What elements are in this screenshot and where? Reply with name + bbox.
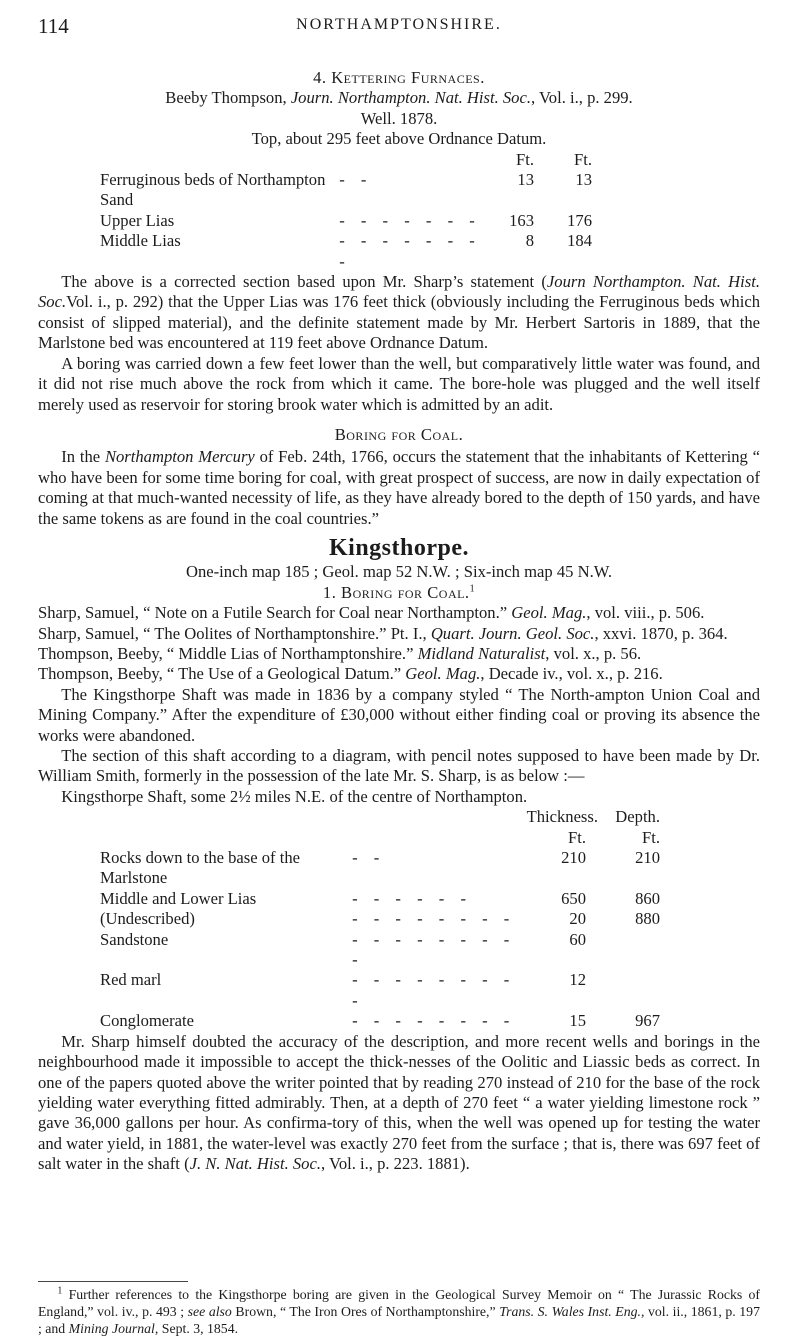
paragraph-northampton-mercury — [38, 447, 760, 529]
stratum-depth — [598, 970, 660, 1011]
stratum-label: Middle and Lower Lias — [100, 888, 257, 908]
column-unit-thickness: Ft. — [568, 827, 586, 847]
stratum-label: Upper Lias — [100, 210, 175, 230]
stratum-label: Middle Lias — [100, 231, 181, 251]
journal-title: J. N. Nat. Hist. Soc. — [189, 1154, 321, 1174]
shaft-location: Kingsthorpe Shaft, some 2½ miles N.E. of the centre of Northampton. — [61, 786, 528, 806]
table-row — [100, 909, 660, 929]
stratum-depth: 184 — [567, 231, 592, 251]
sub-heading-boring-for-coal — [38, 583, 760, 603]
leader-dots: - - - - - - - - — [339, 231, 481, 271]
footnote-marker: 1 — [469, 583, 476, 595]
paragraph-boring: A boring was carried down a few feet lower than the well, but comparatively little water was found, and it did not rise much above the rock from which it came. The bore-hole was plugged and the well itself merely used as reservoir for storing brook water which is admitted by an adit. — [38, 353, 760, 414]
reference-journal: Quart. Journ. Geol. Soc. — [430, 623, 595, 643]
section-heading-boring-for-coal: Boring for Coal. — [334, 424, 464, 444]
table-row — [100, 848, 660, 889]
table-row — [100, 211, 592, 231]
footnote-part: , Sept. 3, 1854. — [154, 1321, 239, 1336]
stratum-depth: 176 — [567, 210, 592, 230]
table-row — [100, 889, 660, 909]
stratum-depth: 880 — [635, 909, 660, 929]
stratum-label: Red marl — [100, 970, 162, 990]
stratum-label: Conglomerate — [100, 1011, 195, 1031]
table-header-row — [100, 807, 660, 827]
stratum-depth: 860 — [635, 888, 660, 908]
stratum-label: Rocks down to the base of the Marlstone — [100, 848, 301, 888]
running-title: NORTHAMPTONSHIRE. — [296, 16, 502, 33]
reference-text: Thompson, Beeby, “ Middle Lias of Northamptonshire.” — [38, 643, 418, 663]
reference-text: Sharp, Samuel, “ The Oolites of Northamptonshire.” Pt. I., — [38, 623, 431, 643]
reference-text: Sharp, Samuel, “ Note on a Futile Search for Coal near Northampton.” — [38, 603, 512, 623]
footnote-journal: Mining Journal — [68, 1321, 155, 1336]
stratum-thickness: 12 — [569, 970, 586, 990]
leader-dots: - - - - - - - — [339, 210, 481, 230]
column-unit-depth: Ft. — [574, 149, 592, 169]
footnote — [38, 1282, 760, 1337]
stratum-depth: 967 — [635, 1011, 660, 1031]
paragraph-kingsthorpe-shaft: The Kingsthorpe Shaft was made in 1836 by a company styled “ The North-ampton Union Coal and Mining Company.” After the expenditure of £30,000 without either finding coal or proving its absence the works were abandoned. — [38, 684, 760, 745]
kettering-reference — [38, 88, 760, 108]
paragraph-text: Vol. i., p. 292) that the Upper Lias was 176 feet thick (obviously including the Ferruginous beds which consist of slipped material), and the definite statement made by Mr. Herbert Sartoris in 1889, that the Marlstone bed was encountered at 119 feet above Ordnance Datum. — [38, 292, 760, 353]
stratum-depth — [598, 930, 660, 971]
leader-dots: - - — [339, 170, 373, 190]
kettering-well-section-table — [100, 150, 592, 272]
ref-tail: , Vol. i., p. 299. — [530, 88, 633, 108]
footnote-italic: see also — [187, 1304, 232, 1319]
reference-journal: Midland Naturalist — [417, 643, 546, 663]
reference-tail: , xxvi. 1870, p. 364. — [594, 623, 728, 643]
column-unit-thickness: Ft. — [516, 149, 534, 169]
stratum-thickness: 60 — [569, 929, 586, 949]
stratum-label: Ferruginous beds of Northampton Sand — [100, 170, 326, 210]
ref-author: Beeby Thompson, — [165, 88, 291, 108]
leader-dots: - - - - - - - - — [352, 1011, 516, 1031]
paragraph-text: of Feb. 24th, 1766, occurs the statement that the inhabitants of Kettering “ who have been for some time boring for coal, with great prospect of success, are now in daily expectation of coming at that much-wanted necessity of life, as they have already bored to the depth of 150 yards, and have the same tokens as are found in the coal countries.” — [38, 447, 760, 528]
footnote-part: Further references to the Kingsthorpe boring are given in the Geological Survey Memoir on “ The Jurassic Rocks of England,” vol. iv., p. 493 ; — [38, 1287, 761, 1319]
map-references: One-inch map 185 ; Geol. map 52 N.W. ; Six-inch map 45 N.W. — [186, 562, 612, 582]
journal-title: Journ Northampton. Nat. Hist. Soc. — [38, 272, 760, 312]
table-row — [100, 231, 592, 272]
section-heading-kettering-furnaces: 4. Kettering Furnaces. — [313, 68, 485, 87]
page-number: 114 — [38, 14, 69, 38]
leader-dots: - - - - - - — [352, 888, 472, 908]
table-row — [100, 1011, 660, 1031]
reference-journal: Geol. Mag. — [405, 664, 481, 684]
table-header-row — [100, 150, 592, 170]
reference-tail: , Decade iv., vol. x., p. 216. — [480, 664, 663, 684]
stratum-label: (Undescribed) — [100, 909, 195, 929]
paragraph-text: Mr. Sharp himself doubted the accuracy of the description, and more recent wells and borings in the neighbourhood made it impossible to accept the thick-nesses of the Oolitic and Liassic beds as correct. In one of the papers quoted above the writer pointed that by reading 270 instead of 210 for the base of the rock yielding water everything fitted admirably. Then, at a depth of 270 feet “ a water yielding limestone rock ” gave 36,000 gallons per hour. As confirma-tory of this, when the well was opened up for testing the water and water yield, in 1881, the water-level was exactly 270 feet from the surface ; that is, there was 697 feet of salt water in the shaft ( — [38, 1031, 760, 1174]
table-row — [100, 970, 660, 1011]
column-header-depth: Depth. — [615, 807, 660, 827]
leader-dots: - - - - - - - - — [352, 909, 516, 929]
paragraph-text: In the — [61, 447, 105, 467]
paragraph-sharp-doubt — [38, 1032, 760, 1175]
well-top-datum: Top, about 295 feet above Ordnance Datum. — [251, 129, 547, 149]
reference-entry — [38, 664, 760, 684]
table-row — [100, 930, 660, 971]
footnote-part: , vol. ii., 1861, p. 197 ; and — [38, 1304, 760, 1336]
table-row — [100, 170, 592, 211]
stratum-thickness: 8 — [525, 231, 534, 251]
reference-text: Thompson, Beeby, “ The Use of a Geological Datum.” — [38, 664, 406, 684]
stratum-depth: 13 — [575, 170, 592, 190]
well-date: Well. 1878. — [360, 108, 438, 128]
paragraph-corrected-section — [38, 272, 760, 354]
stratum-thickness: 15 — [569, 1011, 586, 1031]
stratum-thickness: 20 — [569, 909, 586, 929]
kingsthorpe-shaft-section-table — [100, 807, 660, 1031]
stratum-thickness: 650 — [561, 888, 586, 908]
paragraph-section-diagram: The section of this shaft according to a diagram, with pencil notes supposed to have been made by Dr. William Smith, formerly in the possession of the late Mr. S. Sharp, is as below :— — [38, 746, 760, 786]
sub-heading-text: 1. Boring for Coal. — [322, 582, 470, 602]
paragraph-text: , Vol. i., p. 223. 1881). — [320, 1154, 470, 1174]
place-heading-kingsthorpe: Kingsthorpe. — [328, 534, 469, 561]
column-unit-depth: Ft. — [642, 827, 660, 847]
stratum-depth: 210 — [635, 848, 660, 868]
running-header — [38, 14, 760, 44]
leader-dots: - - - - - - - - - — [352, 970, 516, 1010]
column-header-thickness: Thickness. — [526, 807, 598, 827]
reference-tail: , vol. viii., p. 506. — [586, 603, 705, 623]
ref-journal: Journ. Northampton. Nat. Hist. Soc. — [290, 88, 531, 108]
stratum-label: Sandstone — [100, 929, 169, 949]
stratum-thickness: 163 — [509, 210, 534, 230]
reference-entry — [38, 603, 760, 623]
paragraph-text: The above is a corrected section based upon Mr. Sharp’s statement ( — [61, 272, 547, 292]
stratum-thickness: 13 — [517, 170, 534, 190]
reference-entry — [38, 644, 760, 664]
footnote-marker: 1 — [57, 1285, 63, 1297]
leader-dots: - - — [352, 848, 386, 868]
table-unit-row — [100, 828, 660, 848]
footnote-journal: Trans. S. Wales Inst. Eng. — [499, 1304, 641, 1319]
reference-entry — [38, 624, 760, 644]
reference-tail: , vol. x., p. 56. — [545, 643, 642, 663]
stratum-thickness: 210 — [561, 848, 586, 868]
footnote-part: Brown, “ The Iron Ores of Northamptonshire,” — [231, 1304, 500, 1319]
page-body — [38, 68, 760, 1175]
leader-dots: - - - - - - - - - — [352, 929, 516, 970]
footnote-text — [38, 1286, 760, 1337]
newspaper-title: Northampton Mercury — [104, 447, 255, 467]
reference-journal: Geol. Mag. — [511, 603, 587, 623]
